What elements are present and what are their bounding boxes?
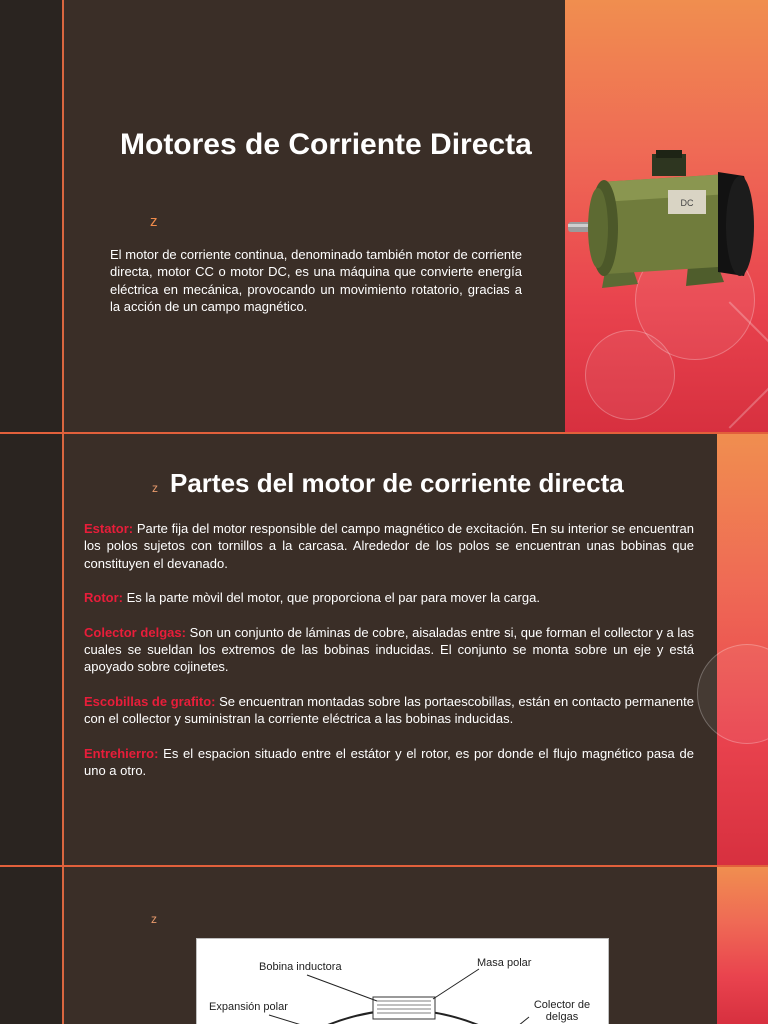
part-term: Rotor:: [84, 590, 123, 606]
part-description: Es el espacion situado entre el estátor y el rotor, es por donde el flujo magnético pasa de uno a otro.: [84, 745, 694, 779]
bullet-marker: z: [150, 213, 158, 230]
label-colector-delgas: Colector de delgas: [533, 999, 591, 1023]
part-term: Estator:: [84, 521, 134, 536]
left-edge-strip: [0, 867, 62, 1024]
slide-body: [64, 0, 565, 432]
left-edge-strip: [0, 434, 62, 865]
slide-1: [0, 0, 768, 432]
slide-title: Partes del motor de corriente directa: [170, 468, 624, 498]
label-expansion-polar: Expansión polar: [209, 1001, 288, 1013]
part-estator: [84, 520, 694, 572]
part-term: Entrehierro:: [84, 745, 159, 761]
decor-circle: [585, 330, 675, 420]
accent-panel: [717, 867, 768, 1024]
part-description: Son un conjunto de láminas de cobre, aisaladas entre si, que forman el collector y a las cuales se sueldan los extremos de las bobinas inducidas. El conjunto se monta sobre un eje y está apoyado sobre cojinetes.: [84, 624, 694, 675]
part-colector: [84, 624, 694, 676]
motor-parts-diagram: [196, 938, 609, 1024]
part-description: Es la parte mòvil del motor, que proporciona el par para mover la carga.: [123, 590, 540, 606]
slide-2: [0, 434, 768, 865]
part-entrehierro: [84, 745, 694, 780]
slide-title: Motores de Corriente Directa: [120, 128, 532, 161]
motor-plate-text: DC: [680, 198, 694, 208]
part-rotor: [84, 589, 694, 606]
bullet-marker: z: [151, 912, 157, 926]
accent-panel: [717, 434, 768, 865]
part-description: Parte fija del motor responsible del campo magnético de excitación. En su interior se encuentran los polos sujetos con tornillos a la carcasa. Alrededor de los polos se encuentran unas bobinas que constituyen el devanado.: [84, 521, 694, 571]
label-masa-polar: Masa polar: [477, 957, 532, 969]
slide-3: [0, 867, 768, 1024]
label-bobina-inductora: Bobina inductora: [259, 961, 342, 973]
part-term: Colector delgas:: [84, 624, 186, 640]
parts-list: [84, 520, 694, 796]
bullet-marker: z: [152, 481, 158, 495]
part-description: Se encuentran montadas sobre las portaescobillas, están en contacto permanente con el collector y suministran la corriente eléctrica a las bobinas inducidas.: [84, 693, 694, 727]
part-term: Escobillas de grafito:: [84, 693, 216, 709]
part-escobillas: [84, 693, 694, 728]
left-edge-strip: [0, 0, 62, 432]
intro-paragraph: El motor de corriente continua, denominado también motor de corriente directa, motor CC o motor DC, es una máquina que convierte energía eléctrica en mecánica, provocando un movimiento rotatorio, gracias a la acción de un campo magnético.: [110, 247, 522, 315]
dc-motor-photo: [568, 148, 758, 296]
